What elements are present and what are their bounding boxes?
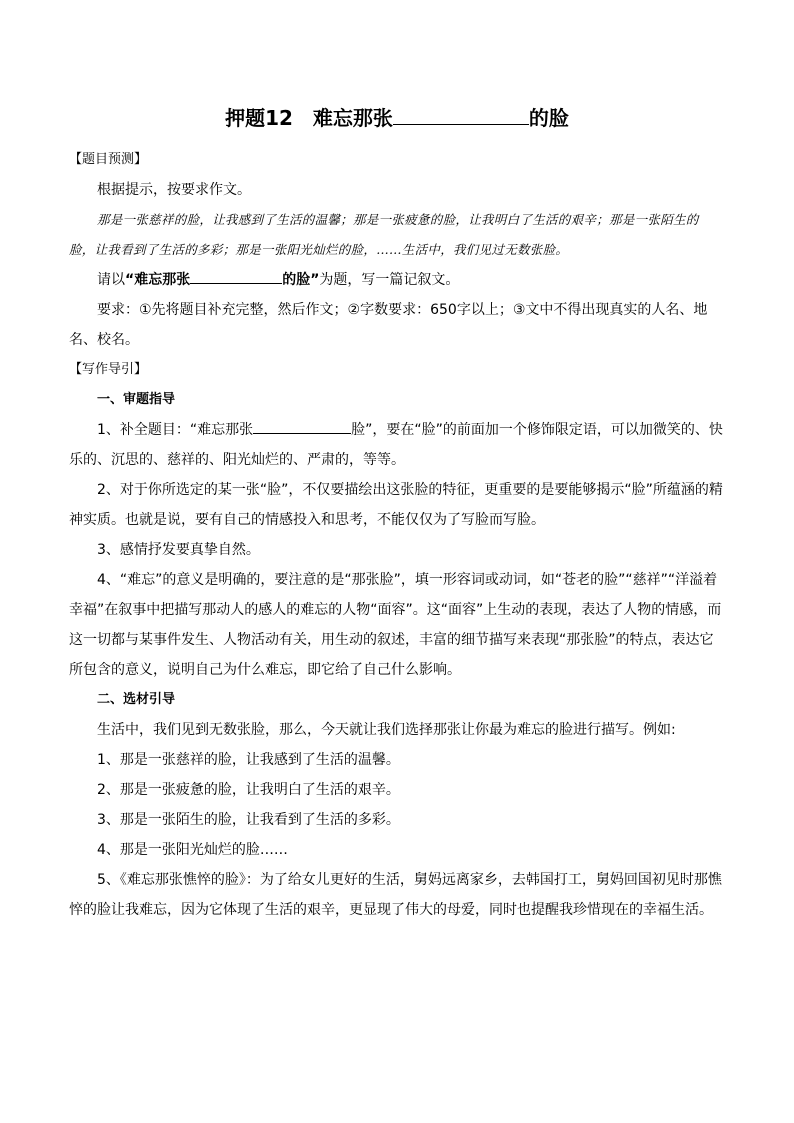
requirements-text: 要求：①先将题目补充完整，然后作文；②字数要求：650字以上；③文中不得出现真实的人名、地名、校名。 xyxy=(69,302,708,348)
instruction-quote-close: 的脸” xyxy=(282,272,320,288)
section-heading-prediction: 【题目预测】 xyxy=(69,152,148,167)
guide-item-1-part-b: 脸”，要在“脸”的前面加一个修饰限定语，可以加微笑的、快乐的、沉思的、慈祥的、阳光灿烂的、严肃的，等等。 xyxy=(69,422,723,468)
selection-intro: 生活中，我们见到无数张脸，那么，今天就让我们选择那张让你最为难忘的脸进行描写。例如: xyxy=(97,722,676,738)
instruction-blank xyxy=(190,269,282,284)
subheading-topic-guidance: 一、审题指导 xyxy=(97,392,176,407)
instruction-quote-open: “难忘那张 xyxy=(125,272,191,288)
example-item: 5、《难忘那张憔悴的脸》：为了给女儿更好的生活，舅妈远离家乡，去韩国打工，舅妈回国初见时那憔悴的脸让我难忘，因为它体现了生活的艰辛，更显现了伟大的母爱，同时也提醒我珍惜现在的幸福生活。 xyxy=(69,872,722,918)
section-heading-guide: 【写作导引】 xyxy=(69,362,148,377)
guide-item-1-part-a: 1、补全题目：“难忘那张 xyxy=(97,422,254,438)
prompt-material: 那是一张慈祥的脸，让我感到了生活的温馨；那是一张疲惫的脸，让我明白了生活的艰辛；那是一张陌生的脸，让我看到了生活的多彩；那是一张阳光灿烂的脸，……生活中，我们见过无数张脸。 xyxy=(69,212,699,257)
example-item: 4、那是一张阳光灿烂的脸…… xyxy=(97,842,288,858)
guide-item-2: 2、对于你所选定的某一张“脸”，不仅要描绘出这张脸的特征，更重要的是要能够揭示“脸”所蕴涵的精神实质。也就是说，要有自己的情感投入和思考，不能仅仅为了写脸而写脸。 xyxy=(69,482,723,528)
instruction-part2: 为题，写一篇记叙文。 xyxy=(319,272,460,288)
guide-item-3: 3、感情抒发要真挚自然。 xyxy=(97,542,260,558)
intro-text: 根据提示，按要求作文。 xyxy=(97,182,251,198)
essay-title xyxy=(0,104,794,132)
example-item: 1、那是一张慈祥的脸，让我感到了生活的温馨。 xyxy=(97,752,400,768)
document-body xyxy=(69,145,724,925)
example-item: 3、那是一张陌生的脸，让我看到了生活的多彩。 xyxy=(97,812,400,828)
guide-item-4: 4、“难忘”的意义是明确的，要注意的是“那张脸”，填一形容词或动词，如“苍老的脸”“慈祥”“洋溢着幸福”在叙事中把描写那动人的感人的难忘的人物“面容”。这“面容”上生动的表现，表达了人物的情感，而这一切都与某事件发生、人物活动有关，用生动的叙述，丰富的细节描写来表现“那张脸”的特点，表达它所包含的意义，说明自己为什么难忘，即它给了自己什么影响。 xyxy=(69,572,722,678)
title-blank xyxy=(393,104,529,125)
title-suffix: 的脸 xyxy=(528,106,569,130)
guide-item-1 xyxy=(69,415,724,475)
title-prefix: 押题12 难忘那张 xyxy=(225,106,393,130)
instruction-part1: 请以 xyxy=(97,272,125,288)
subheading-material-selection: 二、选材引导 xyxy=(97,692,176,707)
instruction-text xyxy=(69,265,724,295)
guide-item-1-blank xyxy=(253,419,351,434)
example-item: 2、那是一张疲惫的脸，让我明白了生活的艰辛。 xyxy=(97,782,400,798)
